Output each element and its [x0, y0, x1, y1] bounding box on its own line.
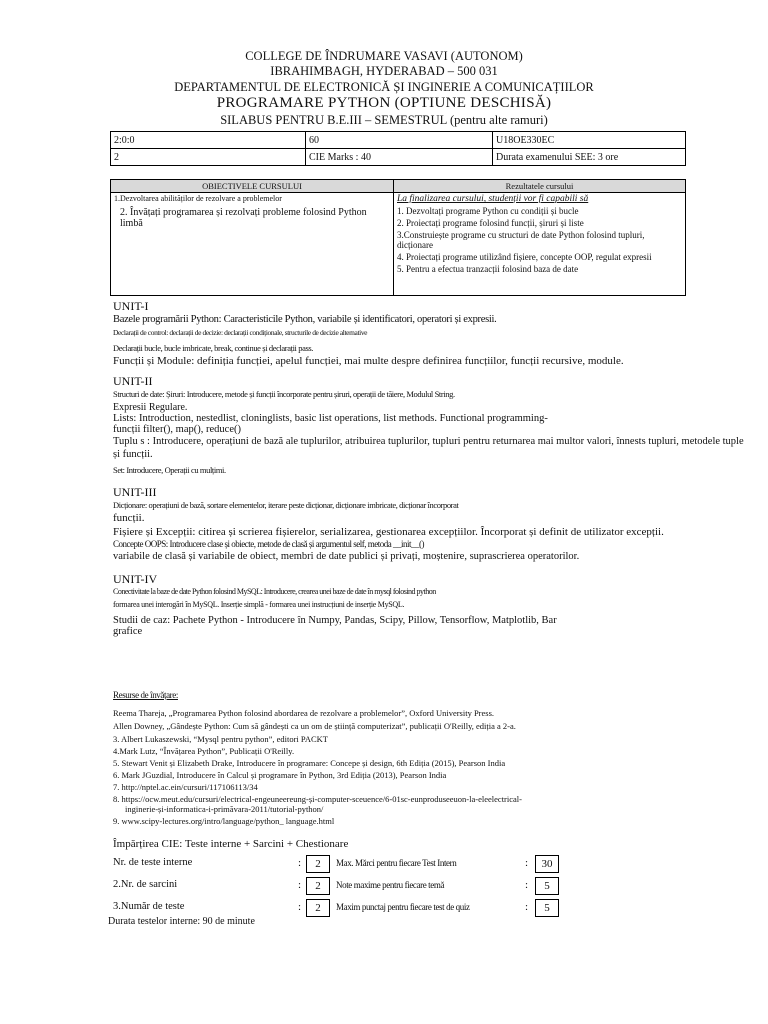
- table-cell: CIE Marks : 40: [306, 149, 493, 166]
- table-row: [111, 132, 686, 149]
- unit-line: Studii de caz: Pachete Python - Introducere în Numpy, Pandas, Scipy, Pillow, Tensorflow, Matplotlib, Bar: [113, 615, 557, 626]
- table-row: [113, 877, 563, 899]
- list-item: 4. Proiectați programe utilizând fișiere, concepte OOP, regulat expresii: [397, 252, 652, 262]
- unit-line: Declarații de control: declarații de decizie: declarații condiționale, structurile de decizie alternative: [113, 328, 368, 337]
- unit-title: UNIT-IV: [113, 572, 158, 586]
- list-item: Reema Thareja, „Programarea Python folosind abordarea de rezolvare a problemelor”, Oxford University Press.: [113, 708, 495, 718]
- colon: :: [298, 857, 302, 869]
- unit-title: UNIT-III: [113, 485, 157, 499]
- unit-line: Funcții și Module: definiția funcției, apelul funcției, mai multe despre definirea funcțiilor, funcții recursive, module.: [113, 355, 624, 367]
- list-item: 6. Mark JGuzdial, Introducere în Calcul și programare în Python, 3rd Ediția (2013), Pearson India: [113, 770, 447, 780]
- list-item: 7. http://nptel.ac.ein/cursuri/117106113/34: [113, 782, 258, 792]
- cie-distribution-table: [113, 855, 563, 921]
- unit-line: Dicționare: operațiuni de bază, sortare elementelor, iterare peste dicționar, dicționare imbricate, dicționar încorporat: [113, 500, 459, 510]
- syllabus-units: [113, 299, 753, 637]
- unit-line: formarea unei interogări în MySQL. Inserție simplă - formarea unei instrucțiuni de inserție MySQL.: [113, 600, 405, 609]
- objectives-table: [110, 179, 686, 296]
- outcomes-list: [394, 193, 686, 296]
- colon: :: [298, 879, 302, 891]
- value-box: 2: [306, 855, 330, 873]
- outcomes-header: Rezultatele cursului: [394, 180, 686, 193]
- row-label: 2.Nr. de sarcini: [113, 879, 178, 890]
- value-box: 2: [306, 899, 330, 917]
- cie-distribution-title: Împărțirea CIE: Teste interne + Sarcini + Chestionare: [113, 838, 349, 850]
- row-label: 3.Număr de teste: [113, 901, 185, 912]
- unit-line: Conectivitate la baze de date Python folosind MySQL: Introducere, crearea unei baze de date în mysql folosind python: [113, 587, 436, 596]
- table-cell: 60: [306, 132, 493, 149]
- unit-line: Declarații bucle, bucle imbricate, break, continue și declarații pass.: [113, 343, 313, 353]
- unit-line: Concepte OOPS: Introducere clase și obiecte, metode de clasă și argumentul self, metoda __init__(): [113, 539, 424, 549]
- colon: :: [298, 901, 302, 913]
- objectives-list: [111, 193, 394, 296]
- table-cell: 2: [111, 149, 306, 166]
- internal-test-duration: Durata testelor interne: 90 de minute: [108, 916, 255, 927]
- unit-line: Set: Introducere, Operații cu mulțimi.: [113, 465, 226, 475]
- table-cell: Durata examenului SEE: 3 ore: [493, 149, 686, 166]
- course-info-table: [110, 131, 686, 166]
- unit-title: UNIT-I: [113, 299, 149, 313]
- list-item: 3.Construiește programe cu structuri de date Python folosind tupluri, dicționare: [397, 230, 645, 250]
- table-cell: 2:0:0: [111, 132, 306, 149]
- objectives-header: OBIECTIVELE CURSULUI: [111, 180, 394, 193]
- value-box: 5: [535, 899, 559, 917]
- unit-line: funcții.: [113, 512, 145, 524]
- course-title: PROGRAMARE PYTHON (OPTIUNE DESCHISĂ): [216, 95, 552, 111]
- list-item: 5. Stewart Venit și Elizabeth Drake, Introducere în programare: Concepe și design, 6th Ediția (2015), Pearson India: [113, 758, 506, 768]
- list-item: 2. Proiectați programe folosind funcții, șiruri și liste: [397, 218, 584, 228]
- list-item: 1.Dezvoltarea abilităților de rezolvare a problemelor: [114, 194, 282, 203]
- department-name: DEPARTAMENTUL DE ELECTRONICĂ ȘI INGINERIE A COMUNICAȚIILOR: [174, 80, 594, 94]
- unit-line: variabile de clasă și variabile de obiect, membri de date publici și privați, moștenire, suprascrierea operatorilor.: [113, 551, 580, 562]
- outcomes-intro: La finalizarea cursului, studenții vor fi capabili să: [397, 194, 589, 204]
- list-item: 1. Dezvoltați programe Python cu condiții și bucle: [397, 206, 579, 216]
- value-box: 2: [306, 877, 330, 895]
- college-name: COLLEGE DE ÎNDRUMARE VASAVI (AUTONOM): [245, 49, 523, 63]
- row-label: Note maxime pentru fiecare temă: [336, 880, 445, 890]
- learning-resources: [113, 690, 753, 826]
- unit-line: Structuri de date: Șiruri: Introducere, metode și funcții încorporate pentru șiruri, operații de tăiere, Modulul String.: [113, 389, 455, 399]
- resources-title: Resurse de învățare:: [113, 690, 178, 700]
- row-label: Max. Mărci pentru fiecare Test Intern: [336, 858, 457, 868]
- value-box: 5: [535, 877, 559, 895]
- list-item: 2. Învățați programarea și rezolvați probleme folosind Python limbă: [120, 207, 367, 229]
- unit-line: Tuplu s : Introducere, operațiuni de bază ale tuplurilor, atribuirea tuplurilor, tupluri pentru returnarea mai multor valori, înnests tupluri, metodele tuple și funcții.: [113, 436, 744, 460]
- list-item: 9. www.scipy-lectures.org/intro/language/python_ language.html: [113, 816, 335, 826]
- unit-line: funcții filter(), map(), reduce(): [113, 424, 241, 435]
- row-label: Maxim punctaj pentru fiecare test de quiz: [336, 902, 470, 912]
- unit-line: Lists: Introduction, nestedlist, cloninglists, basic list operations, list methods. Functional programming-: [113, 413, 548, 424]
- unit-line: Fișiere și Excepții: citirea și scrierea fișierelor, serializarea, gestionarea excepțiilor. Încorporat și definit de utilizator excepții.: [113, 526, 664, 538]
- syllabus-title: SILABUS PENTRU B.E.III – SEMESTRUL (pentru alte ramuri): [220, 113, 548, 127]
- unit-line: Expresii Regulare.: [113, 402, 188, 413]
- unit-title: UNIT-II: [113, 374, 153, 388]
- colon: :: [525, 857, 529, 869]
- list-item: Allen Downey, „Gândește Python: Cum să gândești ca un om de știință computerizat”, publicații O'Reilly, ediția a 2-a.: [113, 721, 516, 731]
- list-item: 3. Albert Lukaszewski, “Mysql pentru python”, editori PACKT: [113, 734, 328, 744]
- row-label: Nr. de teste interne: [113, 857, 193, 868]
- college-address: IBRAHIMBAGH, HYDERABAD – 500 031: [270, 64, 498, 78]
- colon: :: [525, 901, 529, 913]
- list-item: 5. Pentru a efectua tranzacții folosind baza de date: [397, 264, 579, 274]
- table-row: [111, 149, 686, 166]
- list-item: 8. https://ocw.meut.edu/cursuri/electrical-engeuneereung-și-computer-sceuence/6-01sc-eunproduseeuon-la-eleelectrical-: [113, 794, 522, 804]
- table-cell: U18OE330EC: [493, 132, 686, 149]
- value-box: 30: [535, 855, 559, 873]
- colon: :: [525, 879, 529, 891]
- table-row: [113, 855, 563, 877]
- list-item: inginerie-și-informatica-i-primăvara-2011/tutorial-python/: [125, 804, 324, 814]
- unit-line: Bazele programării Python: Caracteristicile Python, variabile și identificatori, operatori și expresii.: [113, 314, 497, 325]
- unit-line: grafice: [113, 626, 143, 637]
- list-item: 4.Mark Lutz, “Învățarea Python”, Publicații O'Reilly.: [113, 746, 295, 756]
